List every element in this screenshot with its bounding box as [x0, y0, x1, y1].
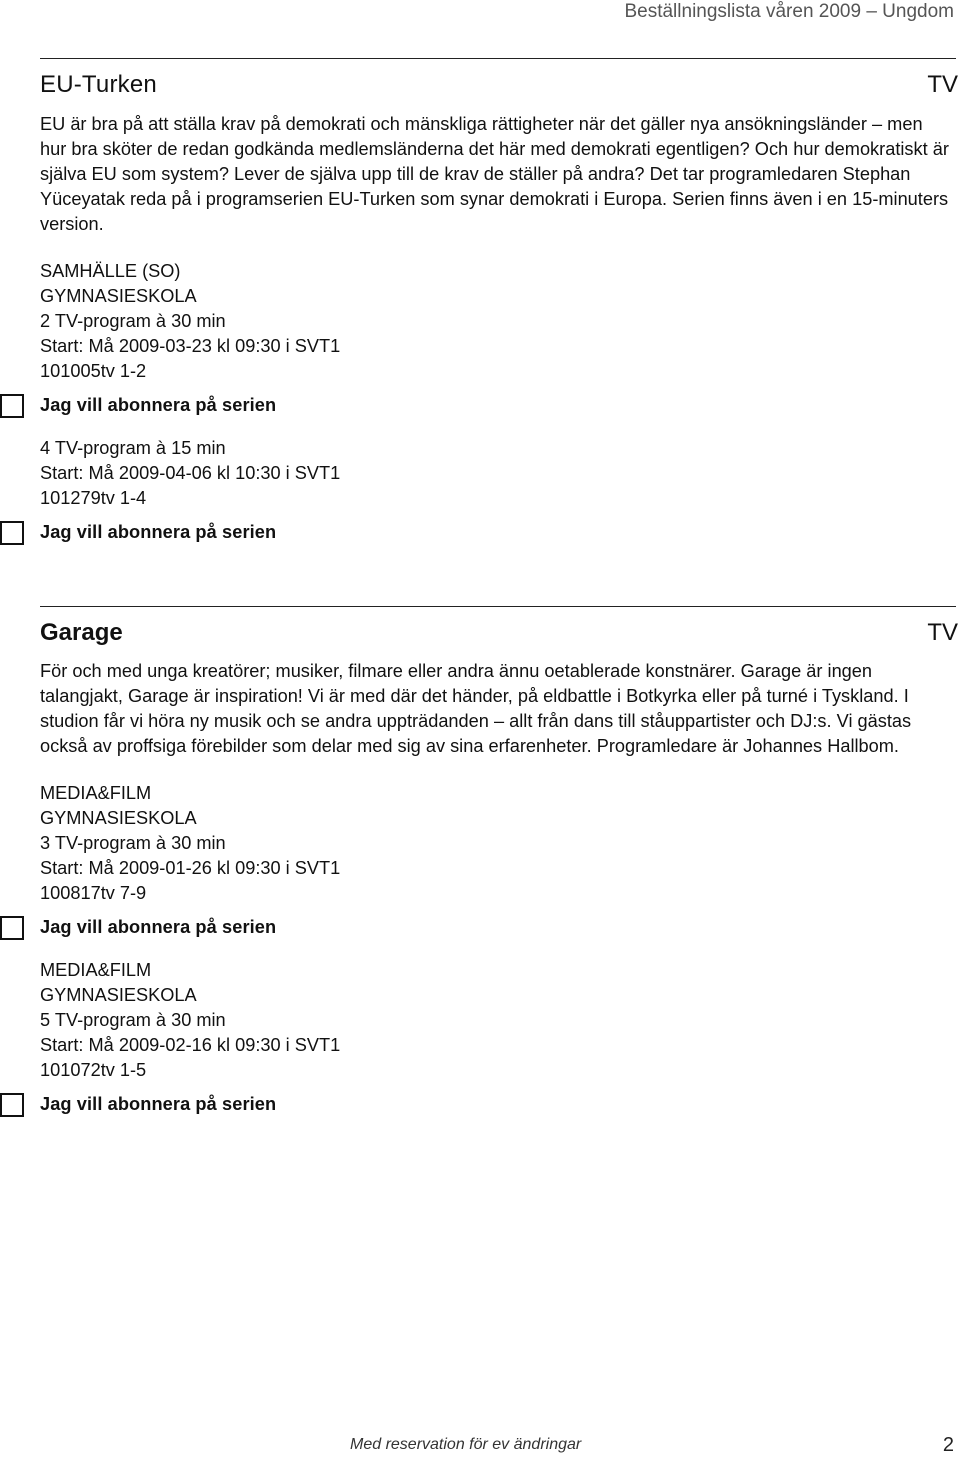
- subscribe-label: Jag vill abonnera på serien: [40, 522, 277, 542]
- series-code: 101005tv 1-2: [40, 361, 147, 381]
- subscribe-row: [40, 910, 956, 944]
- series-code: 101279tv 1-4: [40, 488, 147, 508]
- start-time: Start: Må 2009-02-16 kl 09:30 i SVT1: [40, 1035, 341, 1055]
- series-info: [40, 958, 956, 1083]
- level-label: GYMNASIESKOLA: [40, 286, 197, 306]
- subscribe-checkbox[interactable]: [0, 394, 24, 418]
- start-time: Start: Må 2009-04-06 kl 10:30 i SVT1: [40, 463, 341, 483]
- subject-label: MEDIA&FILM: [40, 960, 152, 980]
- media-type-label: TV: [927, 71, 958, 98]
- program-count: 4 TV-program à 15 min: [40, 438, 226, 458]
- section-description: För och med unga kreatörer; musiker, filmare eller andra ännu oetablerade konstnärer. Garage är ingen talangjakt, Garage är inspiration! Vi är med där det händer, på eldbattle i Botkyrka eller på turné i Tyskland. I studion får vi höra ny musik och se andra uppträdanden – allt från dans till ståuppartister och DJ:s. Vi gästas också av proffsiga förebilder som delar med sig av sina erfarenheter. Programledare är Johannes Hallbom.: [40, 661, 912, 756]
- section-title-row: [40, 71, 956, 99]
- section-title-row: [40, 619, 956, 647]
- subscribe-row: [40, 388, 956, 422]
- subscribe-row: [40, 515, 956, 549]
- start-time: Start: Må 2009-03-23 kl 09:30 i SVT1: [40, 336, 341, 356]
- series-info: [40, 436, 956, 511]
- program-section-garage: [40, 606, 956, 1121]
- subscribe-checkbox[interactable]: [0, 1093, 24, 1117]
- footer-note: Med reservation för ev ändringar: [350, 1436, 582, 1453]
- program-count: 3 TV-program à 30 min: [40, 833, 226, 853]
- subject-label: SAMHÄLLE (SO): [40, 261, 181, 281]
- subscribe-label: Jag vill abonnera på serien: [40, 917, 277, 937]
- page-header-title: Beställningslista våren 2009 – Ungdom: [624, 1, 954, 22]
- subscribe-label: Jag vill abonnera på serien: [40, 1094, 277, 1114]
- subscribe-checkbox[interactable]: [0, 916, 24, 940]
- media-type-label: TV: [927, 619, 958, 646]
- program-count: 5 TV-program à 30 min: [40, 1010, 226, 1030]
- level-label: GYMNASIESKOLA: [40, 808, 197, 828]
- subscribe-checkbox[interactable]: [0, 521, 24, 545]
- series-info: [40, 781, 956, 906]
- start-time: Start: Må 2009-01-26 kl 09:30 i SVT1: [40, 858, 341, 878]
- series-info: [40, 259, 956, 384]
- program-section-eu-turken: [40, 58, 956, 549]
- program-count: 2 TV-program à 30 min: [40, 311, 226, 331]
- page-number: 2: [942, 1434, 954, 1456]
- series-code: 100817tv 7-9: [40, 883, 147, 903]
- subscribe-label: Jag vill abonnera på serien: [40, 395, 277, 415]
- series-code: 101072tv 1-5: [40, 1060, 147, 1080]
- section-title: EU-Turken: [40, 71, 157, 98]
- section-description: EU är bra på att ställa krav på demokrati och mänskliga rättigheter när det gäller nya ansökningsländer – men hur bra sköter de redan godkända medlemsländerna det här med demokrati egentligen? Och hur demokratiskt är själva EU som system? Lever de själva upp till de krav de ställer på andra? Det tar programledaren Stephan Yüceyatak reda på i programserien EU-Turken som synar demokrati i Europa. Serien finns även i en 15-minuters version.: [40, 114, 949, 234]
- subject-label: MEDIA&FILM: [40, 783, 152, 803]
- section-title: Garage: [40, 619, 123, 646]
- subscribe-row: [40, 1087, 956, 1121]
- level-label: GYMNASIESKOLA: [40, 985, 197, 1005]
